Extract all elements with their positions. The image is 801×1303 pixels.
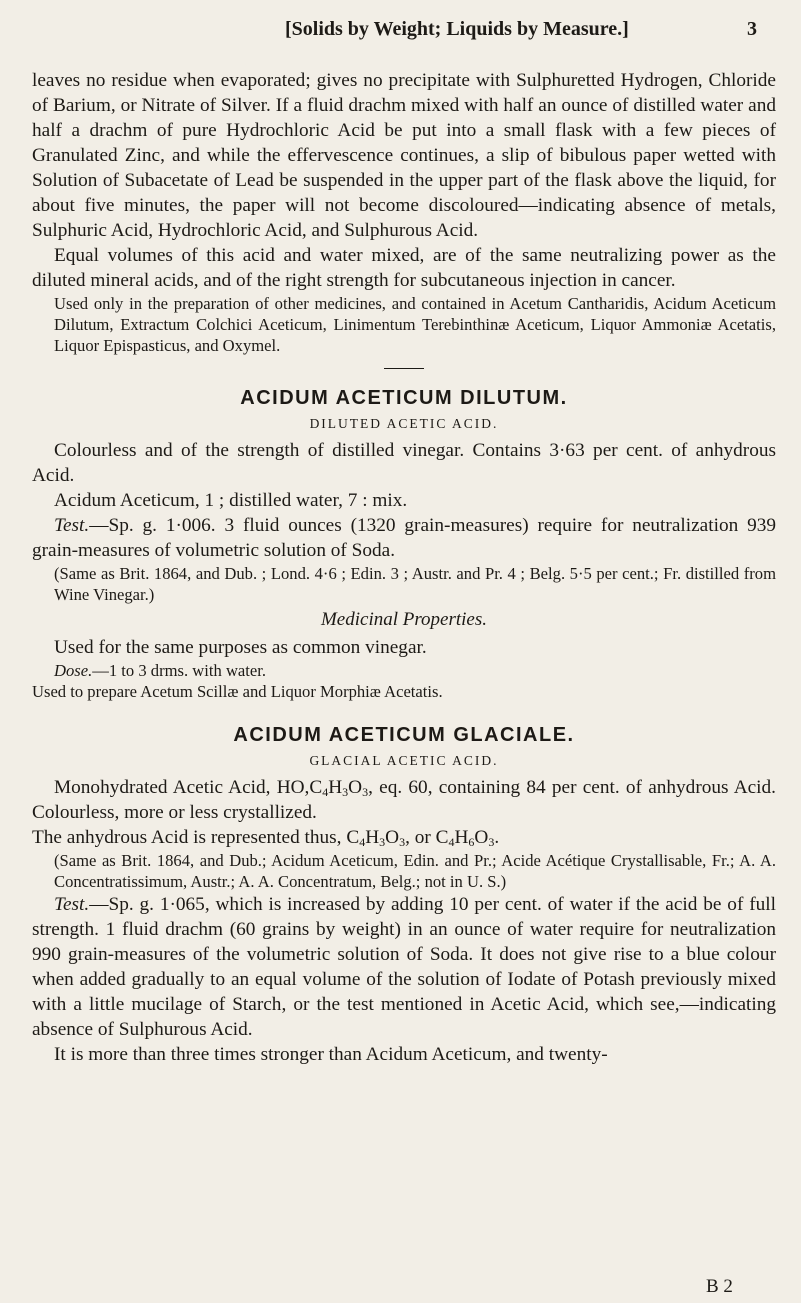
dilutum-test xyxy=(32,513,776,563)
glaciale-strength-line: It is more than three times stronger than Acidum Aceticum, and twenty- xyxy=(54,1044,608,1065)
glaciale-test xyxy=(32,892,776,1042)
subscript: 4 xyxy=(322,785,329,799)
glaciale-equivalents: (Same as Brit. 1864, and Dub.; Acidum Aceticum, Edin. and Pr.; Acide Acétique Crystallisable, Fr.; A. A. Concentratissimum, Austr.; A. A. Concentratum, Belg.; not in U. S.) xyxy=(54,851,776,891)
desc-suffix: , eq. 60, containing 84 per cent. of anhydrous Acid. Colourless, more or less crystallized. xyxy=(32,777,776,823)
dose-label: Dose. xyxy=(54,661,93,680)
subscript: 3 xyxy=(399,835,406,849)
subscript: 4 xyxy=(448,835,455,849)
symbol: O xyxy=(348,777,363,798)
usage-note: Used only in the preparation of other medicines, and contained in Acetum Cantharidis, Acidum Aceticum Dilutum, Extractum Colchici Aceticum, Linimentum Terebinthinæ Aceticum, Liquor Ammoniæ Acetatis, Liquor Epispasticus, and Oxymel. xyxy=(54,294,776,355)
dilutum-formula: Acidum Aceticum, 1 ; distilled water, 7 : mix. xyxy=(54,490,408,511)
running-head-title: [Solids by Weight; Liquids by Measure.] xyxy=(285,18,629,40)
symbol: H xyxy=(328,777,343,798)
anhydrous-prefix: The anhydrous Acid is represented thus, C xyxy=(32,827,360,848)
section-divider xyxy=(384,368,424,369)
test-label: Test. xyxy=(54,894,90,915)
subscript: 3 xyxy=(362,785,369,799)
medicinal-properties-title: Medicinal Properties. xyxy=(320,609,488,630)
symbol: H xyxy=(454,827,469,848)
spacer xyxy=(32,702,776,724)
neutralizing-paragraph: Equal volumes of this acid and water mixed, are of the same neutralizing power as the diluted mineral acids, and of the right strength for subcutaneous injection in cancer. xyxy=(32,245,776,291)
dose-line xyxy=(32,660,776,681)
symbol: O xyxy=(385,827,400,848)
dilutum-description: Colourless and of the strength of distilled vinegar. Contains 3·63 per cent. of anhydrous Acid. xyxy=(32,440,776,486)
medicinal-properties-text: Used for the same purposes as common vinegar. xyxy=(54,637,427,658)
subscript: 3 xyxy=(379,835,386,849)
test-text: —Sp. g. 1·065, which is increased by adding 10 per cent. of water if the acid be of full strength. 1 fluid drachm (60 grains by weight) in an ounce of water require for neutralization 990 grain-measures of the volumetric solution of Soda. It does not give rise to a blue colour when added gradually to an equal volume of the solution of Iodate of Potash previously mixed with a little mucilage of Starch, or the test mentioned in Acetic Acid, which see,—indicating absence of Sulphurous Acid. xyxy=(32,894,776,1040)
test-text: —Sp. g. 1·006. 3 fluid ounces (1320 grain-measures) require for neutralization 939 grain-measures of volumetric solution of Soda. xyxy=(32,515,776,561)
running-head xyxy=(0,14,801,54)
subscript: 3 xyxy=(488,835,495,849)
dilutum-subheading: DILUTED ACETIC ACID. xyxy=(309,416,499,431)
glaciale-heading: ACIDUM ACETICUM GLACIALE. xyxy=(233,724,575,746)
test-label: Test. xyxy=(54,515,90,536)
used-to-prepare: Used to prepare Acetum Scillæ and Liquor Morphiæ Acetatis. xyxy=(32,682,443,701)
dilutum-equivalents: (Same as Brit. 1864, and Dub. ; Lond. 4·6 ; Edin. 3 ; Austr. and Pr. 4 ; Belg. 5·5 per cent.; Fr. distilled from Wine Vinegar.) xyxy=(54,564,776,604)
dilutum-heading: ACIDUM ACETICUM DILUTUM. xyxy=(240,387,568,409)
desc-prefix: Monohydrated Acetic Acid, HO,C xyxy=(54,777,323,798)
glaciale-subheading: GLACIAL ACETIC ACID. xyxy=(309,753,499,768)
continuation-paragraph: leaves no residue when evaporated; gives no precipitate with Sulphuretted Hydrogen, Chloride of Barium, or Nitrate of Silver. If a fluid drachm mixed with half an ounce of distilled water and half a drachm of pure Hydrochloric Acid be put into a small flask with a few pieces of Granulated Zinc, and while the effervescence continues, a slip of bibulous paper wetted with Solution of Subacetate of Lead be suspended in the upper part of the flask above the liquid, for about five minutes, the paper will not become discoloured—indicating absence of metals, Sulphuric Acid, Hydrochloric Acid, and Sulphurous Acid. xyxy=(32,70,776,241)
page-body xyxy=(32,68,776,1067)
page-number: 3 xyxy=(747,18,757,40)
glaciale-description: Monohydrated Acetic Acid, $HO,C_4H_3O_3$, eq. 60, containing 84 per cent. of anhydrous Acid. Colourless, more or less crystallized. The anhydrous Acid is represented thus, $C_4H_3O_3$, or $C_4H_6O_3$. xyxy=(32,777,776,849)
subscript: 3 xyxy=(342,785,349,799)
subscript: 4 xyxy=(359,835,366,849)
signature-mark: B 2 xyxy=(706,1276,733,1297)
dose-text: —1 to 3 drms. with water. xyxy=(92,661,267,680)
symbol: H xyxy=(365,827,380,848)
subscript: 6 xyxy=(468,835,475,849)
anhydrous-or: , or C xyxy=(405,827,449,848)
symbol: O xyxy=(474,827,489,848)
